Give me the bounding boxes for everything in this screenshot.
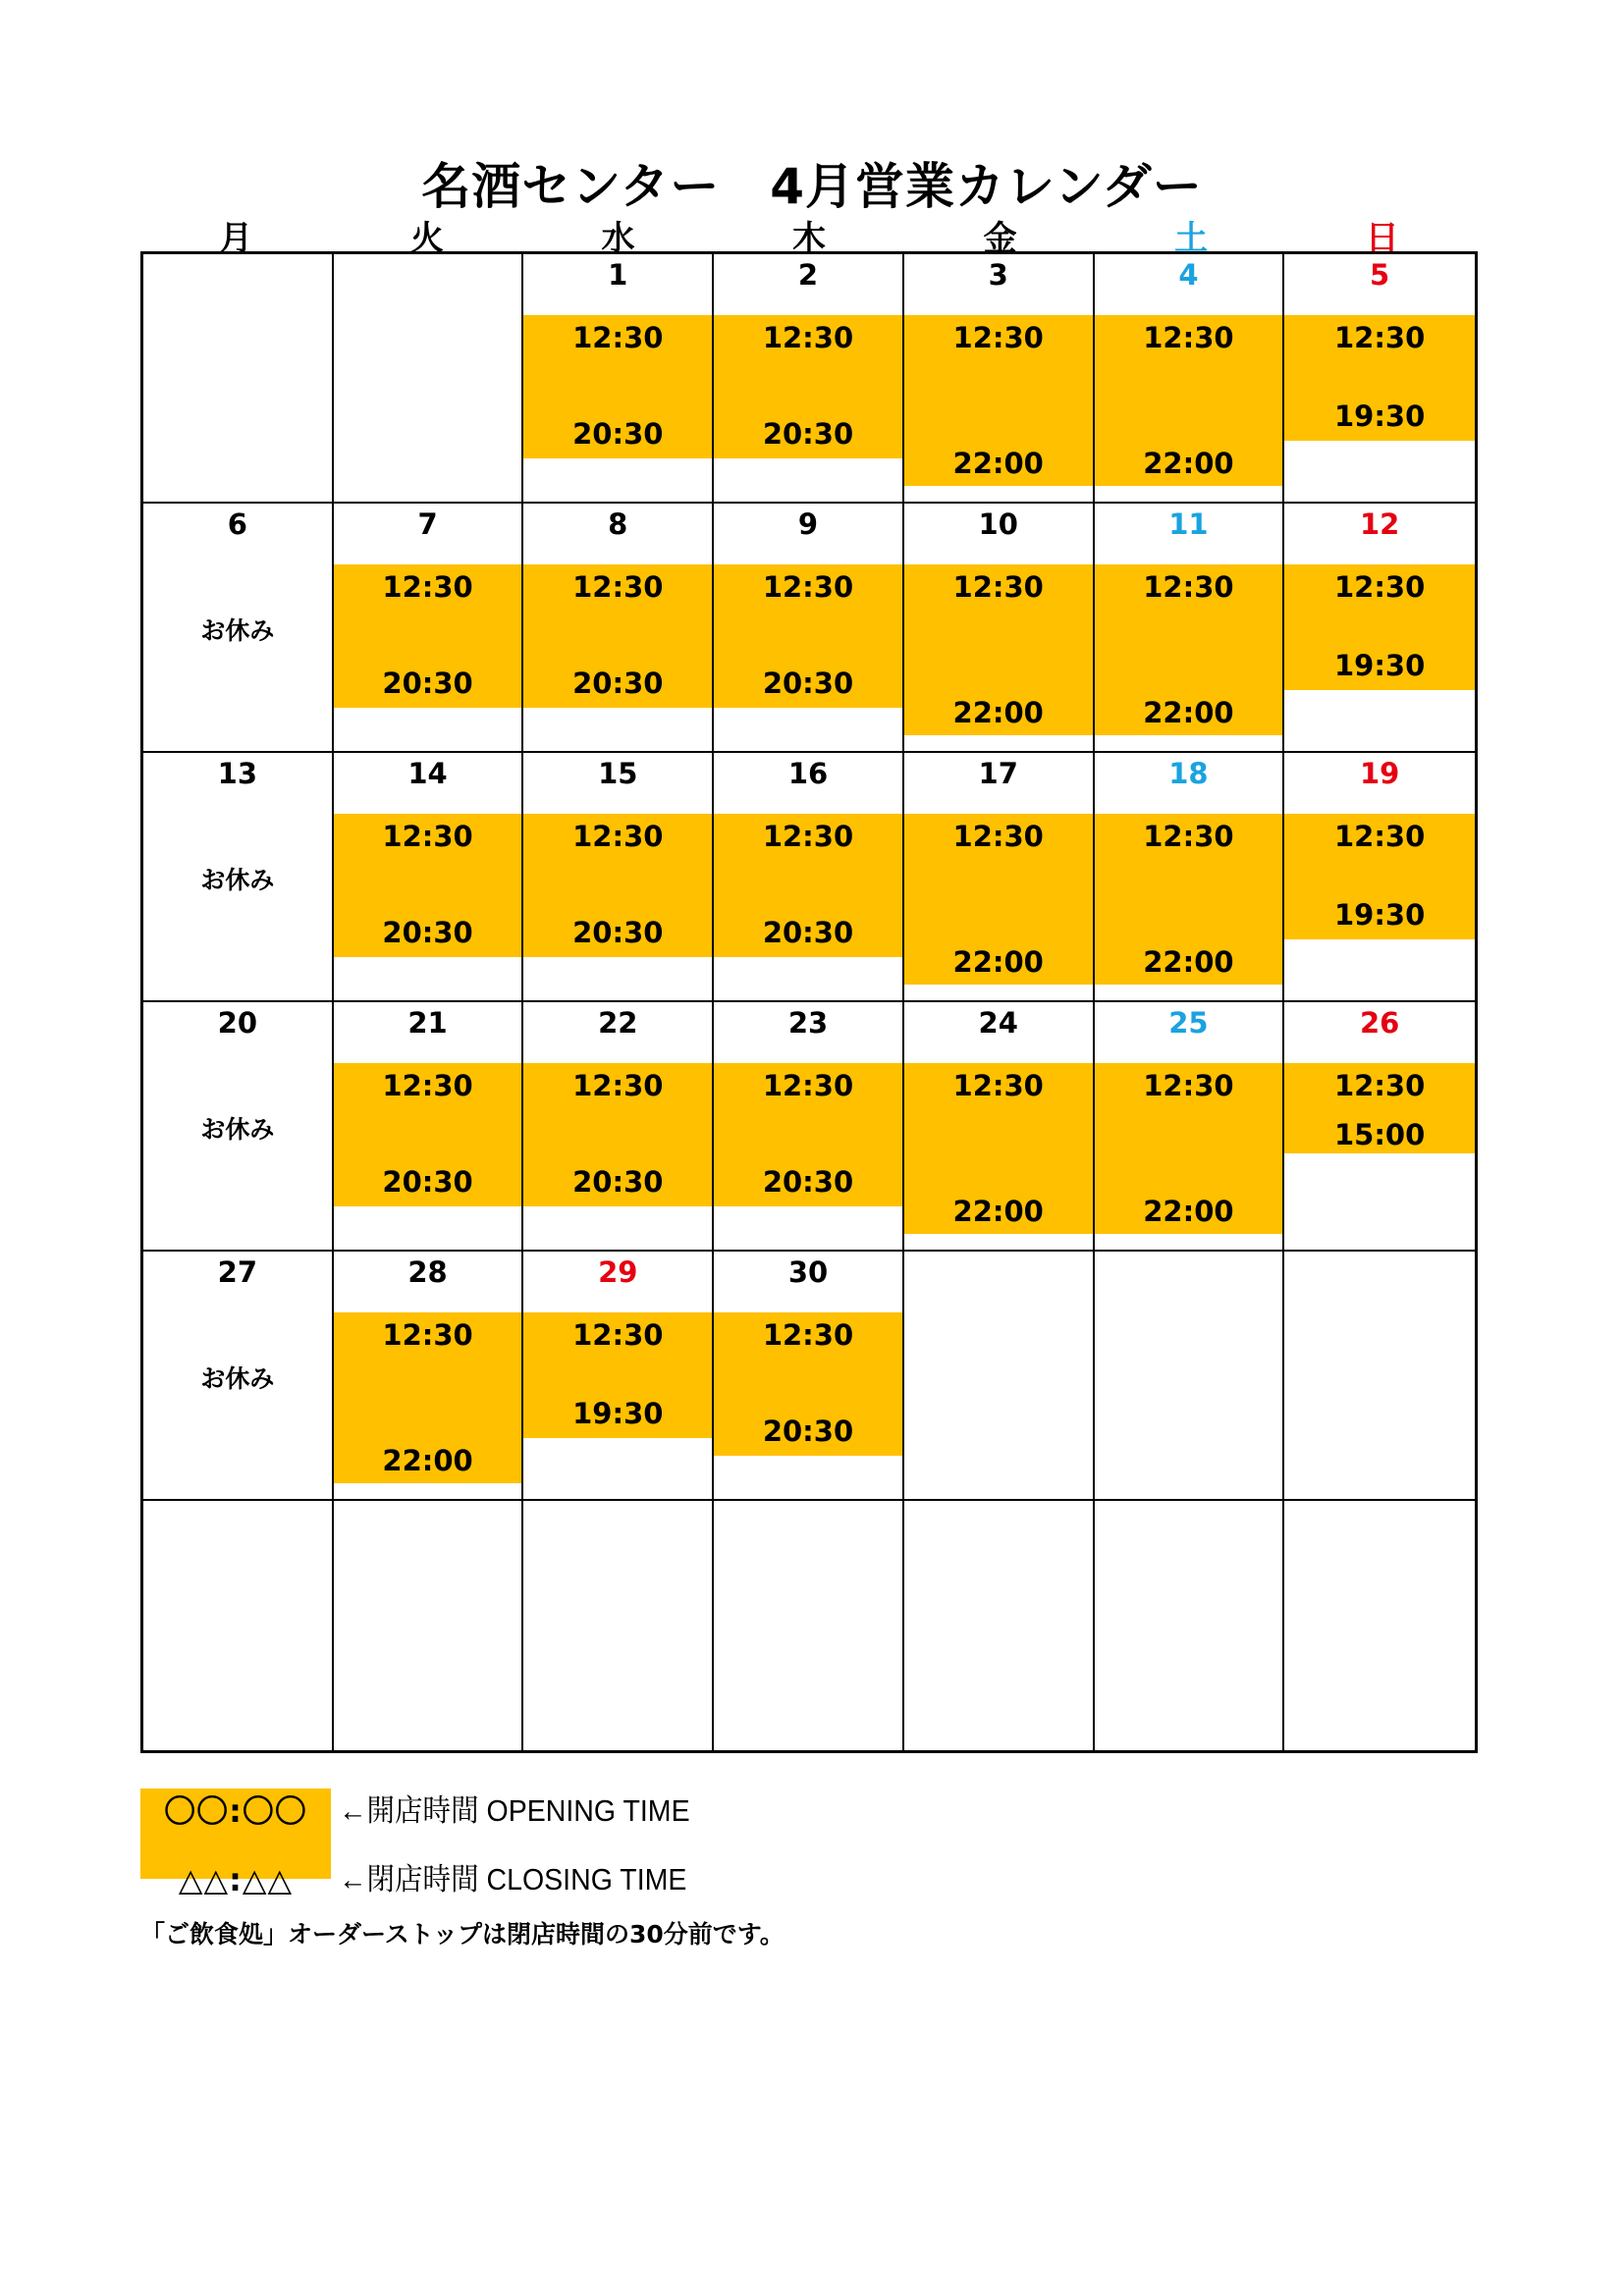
day-cell xyxy=(143,1002,334,1252)
opening-time: 12:30 xyxy=(382,1069,473,1102)
day-number: 3 xyxy=(988,258,1008,292)
closing-time: 20:30 xyxy=(382,1165,473,1199)
business-hours xyxy=(1284,1063,1475,1153)
day-number: 26 xyxy=(1359,1006,1400,1040)
opening-time: 12:30 xyxy=(382,1318,473,1352)
day-cell xyxy=(1095,254,1285,504)
opening-time: 12:30 xyxy=(952,321,1044,354)
day-cell xyxy=(1095,504,1285,753)
opening-time: 12:30 xyxy=(572,1318,664,1352)
business-hours xyxy=(334,814,522,957)
closing-time: 15:00 xyxy=(1333,1118,1426,1151)
weekday-label: 金 xyxy=(983,219,1017,258)
day-number: 20 xyxy=(217,1006,258,1040)
weekday-label: 月 xyxy=(219,219,253,258)
business-hours xyxy=(714,315,902,458)
opening-time: 12:30 xyxy=(382,820,473,853)
business-hours xyxy=(1095,315,1283,486)
business-hours xyxy=(523,564,712,708)
legend-close-symbol: △△:△△ xyxy=(178,1861,294,1898)
closing-time: 20:30 xyxy=(382,667,473,700)
business-hours xyxy=(714,814,902,957)
closed-label: お休み xyxy=(200,1364,275,1393)
closing-time: 22:00 xyxy=(952,945,1044,979)
day-cell xyxy=(1095,753,1285,1002)
day-cell xyxy=(143,753,334,1002)
business-hours xyxy=(1284,814,1475,939)
weekday-header-row xyxy=(140,211,1478,258)
opening-time: 12:30 xyxy=(762,1318,854,1352)
weekday-label: 火 xyxy=(409,219,444,258)
day-number: 19 xyxy=(1359,757,1400,790)
opening-time: 12:30 xyxy=(1333,820,1426,853)
day-number: 13 xyxy=(217,757,258,790)
closing-time: 22:00 xyxy=(952,447,1044,480)
empty-cell xyxy=(143,1501,334,1750)
weekday-label: 日 xyxy=(1365,219,1399,258)
opening-time: 12:30 xyxy=(762,820,854,853)
business-hours xyxy=(334,1312,522,1483)
business-hours xyxy=(1284,315,1475,441)
day-cell xyxy=(904,1002,1095,1252)
day-number: 8 xyxy=(608,507,628,541)
opening-time: 12:30 xyxy=(1143,321,1234,354)
closing-time: 20:30 xyxy=(762,1165,854,1199)
empty-cell xyxy=(523,1501,714,1750)
day-cell xyxy=(904,753,1095,1002)
closed-label: お休み xyxy=(200,616,275,645)
day-number: 22 xyxy=(598,1006,638,1040)
empty-cell xyxy=(1284,1501,1475,1750)
day-number: 17 xyxy=(978,757,1018,790)
day-number: 11 xyxy=(1168,507,1209,541)
closing-time: 20:30 xyxy=(382,916,473,949)
opening-time: 12:30 xyxy=(762,1069,854,1102)
closed-label: お休み xyxy=(200,866,275,894)
day-cell xyxy=(523,1252,714,1501)
day-number: 30 xyxy=(787,1255,829,1289)
closing-time: 20:30 xyxy=(762,916,854,949)
opening-time: 12:30 xyxy=(952,820,1044,853)
closing-time: 20:30 xyxy=(572,667,664,700)
order-stop-note: 「ご飲食処」オーダーストップは閉店時間の30分前です。 xyxy=(140,1920,785,1949)
opening-time: 12:30 xyxy=(1333,1069,1426,1102)
business-hours xyxy=(1095,564,1283,735)
opening-time: 12:30 xyxy=(572,321,664,354)
day-cell xyxy=(1284,254,1475,504)
closing-time: 20:30 xyxy=(762,417,854,451)
calendar-grid xyxy=(140,251,1478,1753)
day-cell xyxy=(714,753,904,1002)
day-number: 4 xyxy=(1178,258,1199,292)
day-number: 12 xyxy=(1359,507,1400,541)
business-hours xyxy=(334,1063,522,1206)
opening-time: 12:30 xyxy=(1143,570,1234,604)
business-hours xyxy=(523,814,712,957)
empty-cell xyxy=(143,254,334,504)
day-number: 14 xyxy=(407,757,448,790)
opening-time: 12:30 xyxy=(1333,570,1426,604)
business-hours xyxy=(714,1063,902,1206)
day-cell xyxy=(904,254,1095,504)
day-cell xyxy=(523,504,714,753)
closing-time: 22:00 xyxy=(1143,945,1234,979)
closed-label: お休み xyxy=(200,1115,275,1144)
day-cell xyxy=(334,1252,524,1501)
day-cell xyxy=(1095,1002,1285,1252)
empty-cell xyxy=(714,1501,904,1750)
day-number: 15 xyxy=(598,757,638,790)
empty-cell xyxy=(1095,1501,1285,1750)
weekday-label: 水 xyxy=(601,219,635,258)
opening-time: 12:30 xyxy=(762,570,854,604)
opening-time: 12:30 xyxy=(762,321,854,354)
day-cell xyxy=(523,753,714,1002)
closing-time: 22:00 xyxy=(382,1444,473,1477)
day-number: 29 xyxy=(598,1255,638,1289)
closing-time: 22:00 xyxy=(1143,1195,1234,1228)
business-hours xyxy=(523,315,712,458)
day-cell xyxy=(714,504,904,753)
business-hours xyxy=(1095,1063,1283,1234)
day-cell xyxy=(334,753,524,1002)
day-cell xyxy=(334,1002,524,1252)
day-cell xyxy=(523,254,714,504)
closing-time: 19:30 xyxy=(572,1397,664,1430)
closing-time: 19:30 xyxy=(1333,400,1426,433)
opening-time: 12:30 xyxy=(572,1069,664,1102)
business-hours xyxy=(714,1312,902,1456)
opening-time: 12:30 xyxy=(572,570,664,604)
legend-close-text: ←閉店時間 CLOSING TIME xyxy=(339,1862,687,1896)
empty-cell xyxy=(334,254,524,504)
empty-cell xyxy=(334,1501,524,1750)
closing-time: 19:30 xyxy=(1333,649,1426,682)
day-number: 28 xyxy=(407,1255,448,1289)
weekday-label: 土 xyxy=(1174,219,1209,258)
business-hours xyxy=(714,564,902,708)
day-cell xyxy=(143,1252,334,1501)
weekday-label: 木 xyxy=(792,219,826,258)
opening-time: 12:30 xyxy=(382,570,473,604)
day-cell xyxy=(334,504,524,753)
business-hours xyxy=(523,1312,712,1438)
day-number: 25 xyxy=(1168,1006,1209,1040)
opening-time: 12:30 xyxy=(952,1069,1044,1102)
day-cell xyxy=(523,1002,714,1252)
business-hours xyxy=(523,1063,712,1206)
business-hours xyxy=(904,1063,1093,1234)
closing-time: 22:00 xyxy=(952,696,1044,729)
day-number: 23 xyxy=(787,1006,829,1040)
closing-time: 20:30 xyxy=(762,1415,854,1448)
day-number: 21 xyxy=(407,1006,448,1040)
empty-cell xyxy=(904,1501,1095,1750)
closing-time: 20:30 xyxy=(572,1165,664,1199)
opening-time: 12:30 xyxy=(952,570,1044,604)
day-cell xyxy=(1284,504,1475,753)
closing-time: 19:30 xyxy=(1333,898,1426,932)
opening-time: 12:30 xyxy=(572,820,664,853)
closing-time: 22:00 xyxy=(952,1195,1044,1228)
opening-time: 12:30 xyxy=(1143,1069,1234,1102)
business-hours xyxy=(1284,564,1475,690)
day-number: 1 xyxy=(608,258,628,292)
day-number: 27 xyxy=(217,1255,258,1289)
business-hours xyxy=(904,315,1093,486)
closing-time: 20:30 xyxy=(572,417,664,451)
day-number: 18 xyxy=(1168,757,1209,790)
closing-time: 22:00 xyxy=(1143,696,1234,729)
empty-cell xyxy=(904,1252,1095,1501)
day-cell xyxy=(1284,1002,1475,1252)
legend-open-symbol: 〇〇:〇〇 xyxy=(164,1792,307,1830)
page-title: 名酒センター 4月営業カレンダー xyxy=(421,158,1203,215)
day-number: 16 xyxy=(787,757,829,790)
day-number: 9 xyxy=(797,507,819,541)
day-number: 10 xyxy=(978,507,1018,541)
day-cell xyxy=(714,254,904,504)
closing-time: 20:30 xyxy=(762,667,854,700)
business-hours xyxy=(334,564,522,708)
day-cell xyxy=(714,1252,904,1501)
business-hours xyxy=(1095,814,1283,985)
business-hours xyxy=(904,564,1093,735)
business-hours xyxy=(904,814,1093,985)
day-number: 6 xyxy=(227,507,247,541)
day-number: 24 xyxy=(978,1006,1018,1040)
day-cell xyxy=(904,504,1095,753)
day-cell xyxy=(1284,753,1475,1002)
opening-time: 12:30 xyxy=(1143,820,1234,853)
closing-time: 22:00 xyxy=(1143,447,1234,480)
day-number: 7 xyxy=(417,507,438,541)
day-cell xyxy=(714,1002,904,1252)
legend-open-text: ←開店時間 OPENING TIME xyxy=(339,1793,690,1828)
day-number: 5 xyxy=(1370,258,1390,292)
day-cell xyxy=(143,504,334,753)
closing-time: 20:30 xyxy=(572,916,664,949)
empty-cell xyxy=(1095,1252,1285,1501)
day-number: 2 xyxy=(797,258,819,292)
empty-cell xyxy=(1284,1252,1475,1501)
opening-time: 12:30 xyxy=(1333,321,1426,354)
